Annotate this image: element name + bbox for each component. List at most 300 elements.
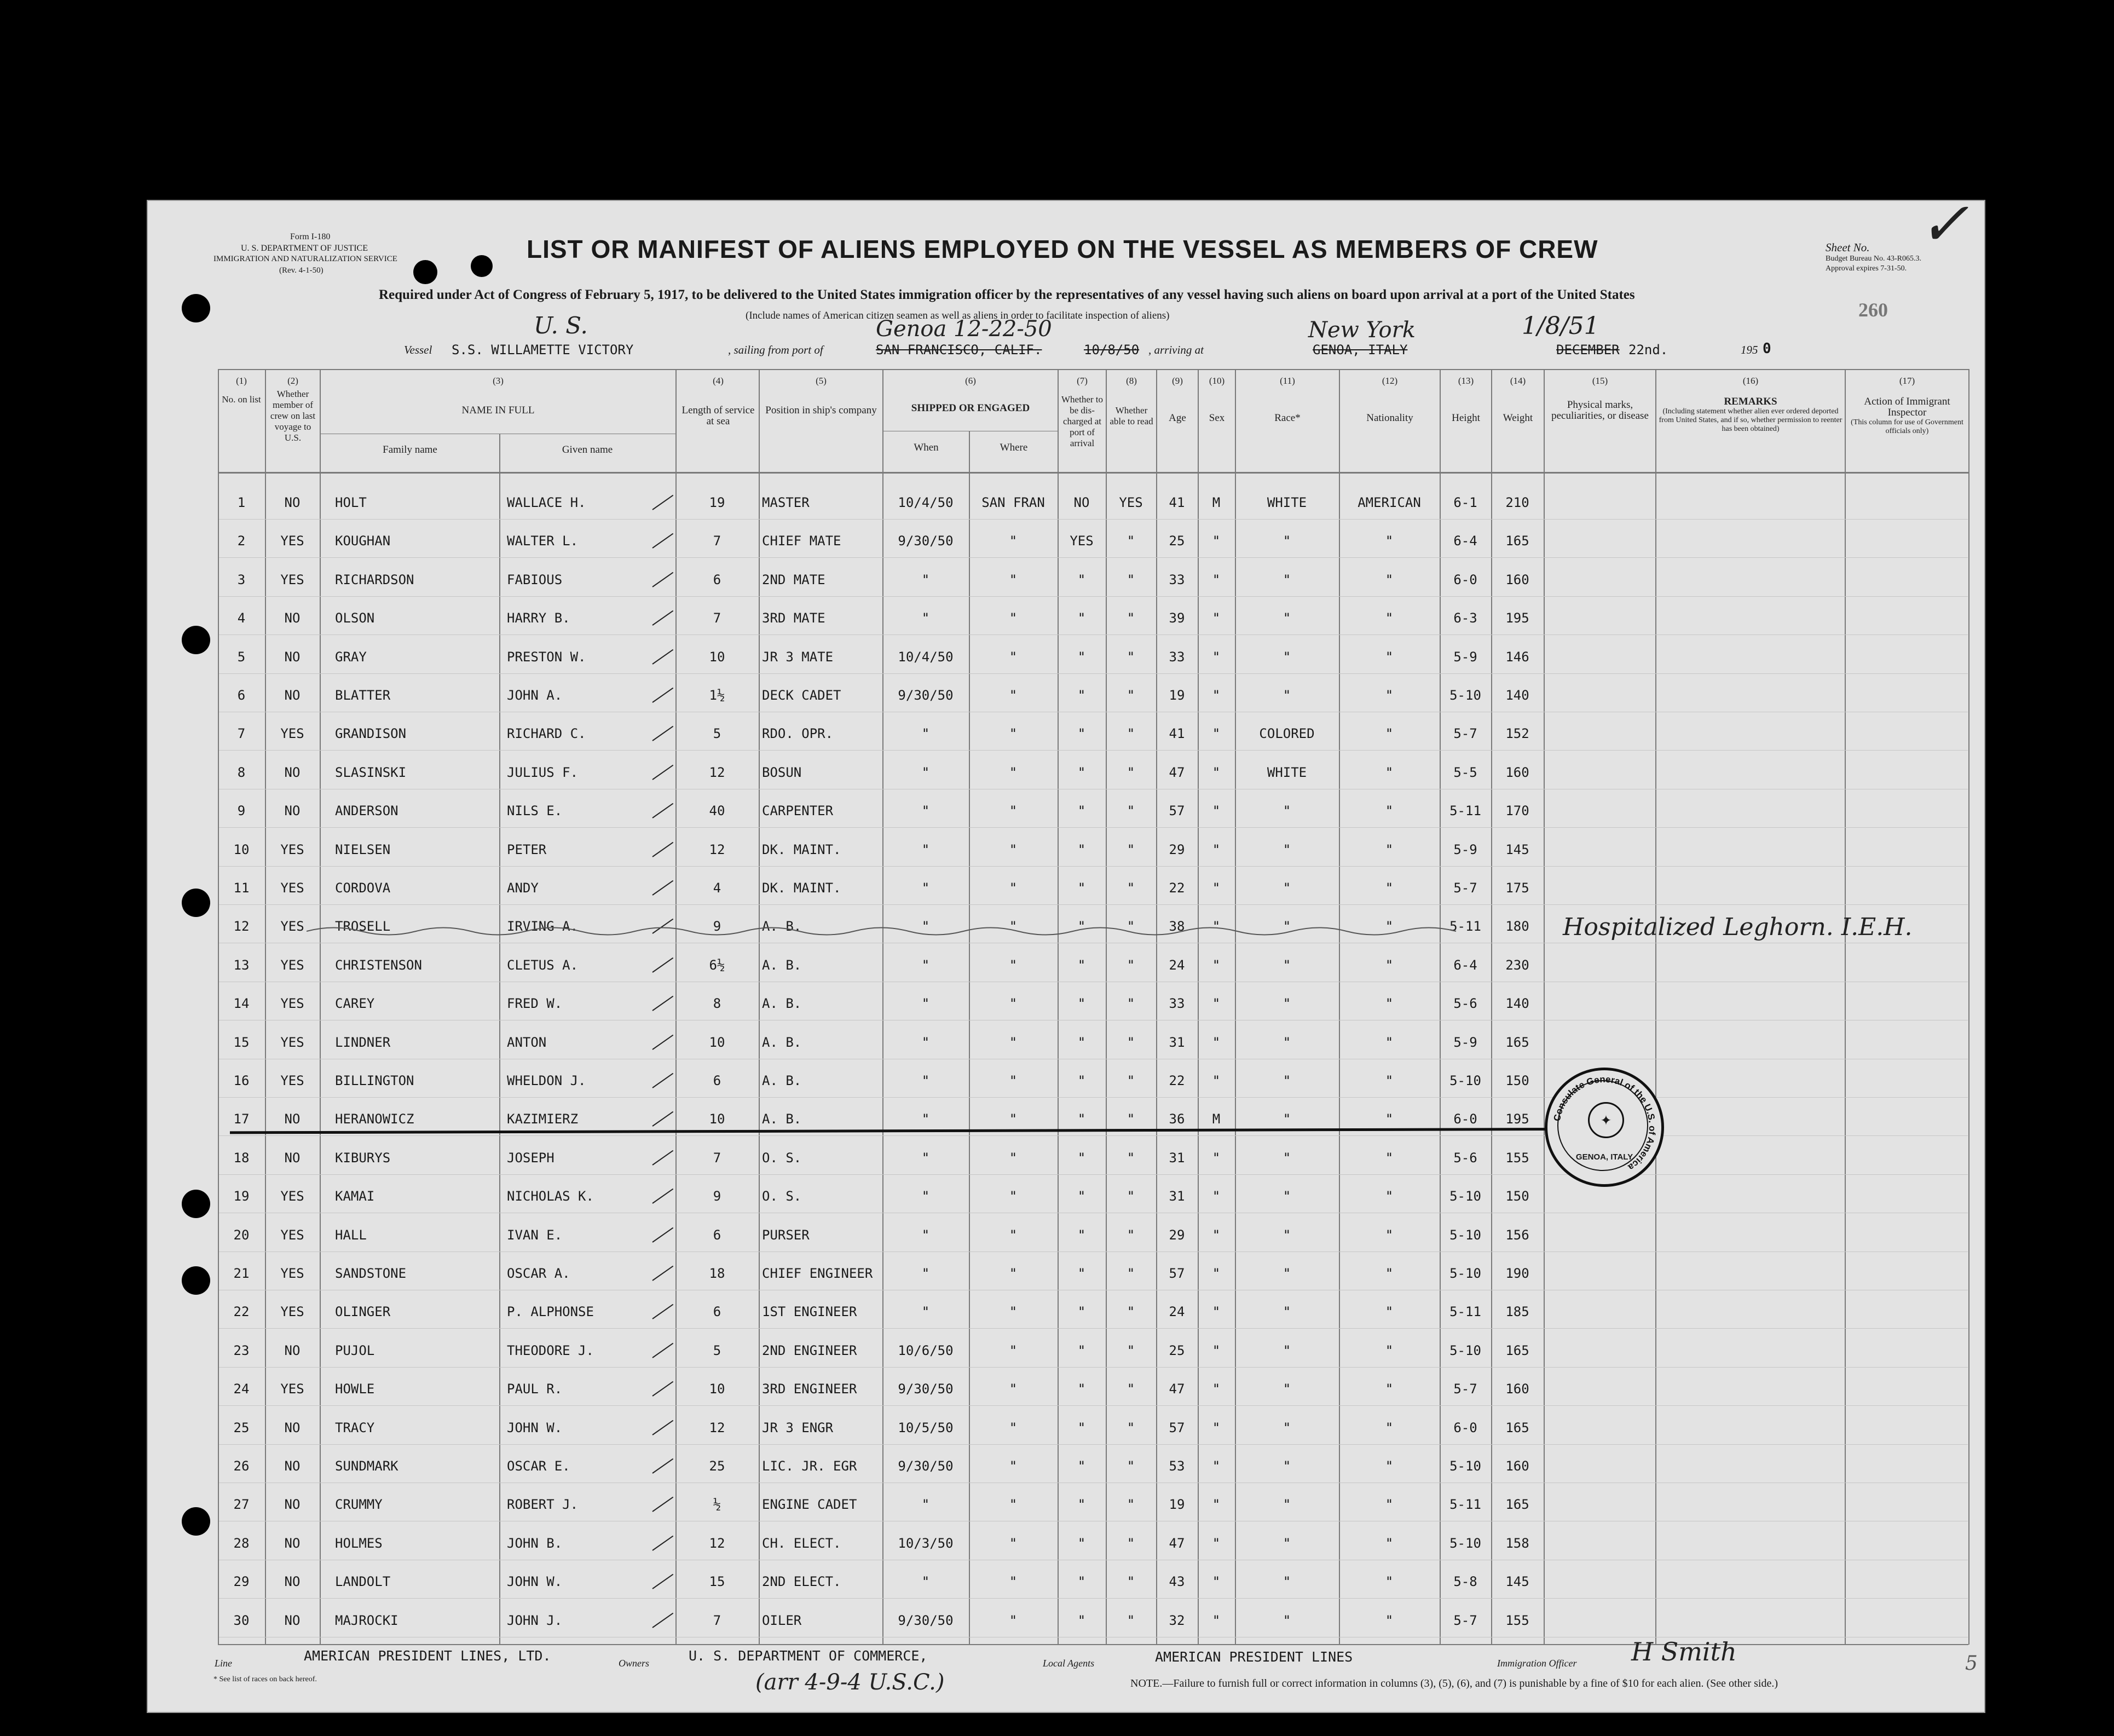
local-agents-value: AMERICAN PRESIDENT LINES [1155, 1649, 1353, 1665]
cell-family: HOLMES [335, 1536, 383, 1551]
cell-given: JOHN J. [507, 1613, 563, 1628]
cell-sex: " [1212, 688, 1221, 703]
cell-service: 12 [709, 842, 725, 857]
cell-discharged: " [1077, 572, 1086, 587]
cell-when: 9/30/50 [898, 688, 954, 703]
cell-family: HALL [335, 1227, 367, 1243]
cell-family: HERANOWICZ [335, 1111, 414, 1127]
cell-where: " [1009, 1343, 1018, 1358]
cell-family: NIELSEN [335, 842, 391, 857]
cell-age: 22 [1169, 1073, 1185, 1088]
cell-where: " [1009, 610, 1018, 626]
cell-age: 31 [1169, 1150, 1185, 1166]
cell-family: HOWLE [335, 1381, 375, 1397]
cell-discharged: YES [1070, 533, 1094, 549]
cell-family: CORDOVA [335, 880, 391, 896]
cell-age: 41 [1169, 495, 1185, 510]
cell-no: 20 [233, 1227, 250, 1243]
cell-discharged: " [1077, 958, 1086, 973]
cell-age: 24 [1169, 1304, 1185, 1319]
cell-age: 38 [1169, 919, 1185, 934]
cell-position: A. B. [762, 1073, 802, 1088]
cell-nationality: " [1385, 1073, 1394, 1088]
cell-prev: NO [284, 1613, 301, 1628]
cell-service: 8 [713, 996, 721, 1011]
cell-read: " [1127, 1189, 1135, 1204]
cell-read: " [1127, 803, 1135, 818]
cell-prev: YES [280, 1381, 304, 1397]
approval-expiry: Approval expires 7-31-50. [1826, 264, 1907, 273]
cell-prev: NO [284, 1150, 301, 1166]
cell-family: GRAY [335, 649, 367, 665]
cell-when: " [921, 1574, 930, 1589]
column-divider [1544, 369, 1545, 1645]
cell-family: PUJOL [335, 1343, 375, 1358]
cell-prev: NO [284, 610, 301, 626]
cell-position: JR 3 MATE [762, 649, 834, 665]
row-rule [219, 1405, 1968, 1406]
cell-read: " [1127, 1035, 1135, 1050]
cell-sex: " [1212, 1343, 1221, 1358]
cell-where: " [1009, 803, 1018, 818]
cell-where: " [1009, 572, 1018, 587]
cell-nationality: " [1385, 1111, 1394, 1127]
cell-no: 13 [233, 958, 250, 973]
cell-where: " [1009, 1458, 1018, 1474]
cell-service: 9 [713, 919, 721, 934]
cell-position: O. S. [762, 1189, 802, 1204]
cell-discharged: " [1077, 842, 1086, 857]
cell-age: 31 [1169, 1035, 1185, 1050]
cell-given: JOHN W. [507, 1574, 563, 1589]
cell-weight: 170 [1505, 803, 1529, 818]
cell-age: 25 [1169, 533, 1185, 549]
cell-nationality: " [1385, 1536, 1394, 1551]
cell-sex: " [1212, 1227, 1221, 1243]
cell-when: 10/5/50 [898, 1420, 954, 1435]
cell-given: JOHN A. [507, 688, 563, 703]
cell-given: WHELDON J. [507, 1073, 586, 1088]
cell-no: 18 [233, 1150, 250, 1166]
header-col-8: (8) Whether able to read [1110, 376, 1153, 426]
cell-race: " [1283, 1227, 1291, 1243]
cell-prev: NO [284, 803, 301, 818]
arrival-day: 22nd. [1628, 342, 1668, 357]
cell-weight: 140 [1505, 996, 1529, 1011]
cell-race: " [1283, 1189, 1291, 1204]
year-label: 195 [1741, 343, 1758, 356]
cell-given: JOSEPH [507, 1150, 555, 1166]
cell-position: A. B. [762, 1111, 802, 1127]
cell-discharged: " [1077, 1189, 1086, 1204]
cell-weight: 195 [1505, 1111, 1529, 1127]
cell-weight: 155 [1505, 1150, 1529, 1166]
cell-when: " [921, 726, 930, 741]
arriving-hand: New York [1308, 318, 1416, 343]
cell-position: LIC. JR. EGR [762, 1458, 857, 1474]
cell-read: " [1127, 996, 1135, 1011]
cell-family: LINDNER [335, 1035, 391, 1050]
cell-prev: NO [284, 1111, 301, 1127]
cell-where: " [1009, 958, 1018, 973]
header-col-12: (12) Nationality [1366, 376, 1413, 424]
cell-where: " [1009, 919, 1018, 934]
cell-service: 1½ [709, 688, 725, 703]
cell-read: " [1127, 1343, 1135, 1358]
cell-nationality: " [1385, 533, 1394, 549]
cell-nationality: " [1385, 1150, 1394, 1166]
cell-weight: 150 [1505, 1073, 1529, 1088]
cell-sex: " [1212, 996, 1221, 1011]
arriving-port: GENOA, ITALY [1313, 342, 1408, 357]
cell-sex: " [1212, 1150, 1221, 1166]
cell-discharged: " [1077, 1304, 1086, 1319]
punch-hole [182, 626, 210, 654]
cell-age: 32 [1169, 1613, 1185, 1628]
cell-prev: YES [280, 996, 304, 1011]
cell-where: SAN FRAN [981, 495, 1045, 510]
cell-read: YES [1119, 495, 1143, 510]
header-given-name: Given name [562, 444, 613, 455]
cell-given: JULIUS F. [507, 765, 579, 780]
cell-when: " [921, 803, 930, 818]
cell-race: WHITE [1267, 765, 1307, 780]
cell-weight: 195 [1505, 610, 1529, 626]
races-note: * See list of races on back hereof. [213, 1675, 317, 1683]
cell-height: 5-10 [1449, 1189, 1481, 1204]
cell-service: 19 [709, 495, 725, 510]
cell-age: 36 [1169, 1111, 1185, 1127]
cell-nationality: " [1385, 1381, 1394, 1397]
cell-given: JOHN B. [507, 1536, 563, 1551]
cell-where: " [1009, 1073, 1018, 1088]
row-rule [219, 866, 1968, 867]
cell-read: " [1127, 1266, 1135, 1281]
cell-given: WALLACE H. [507, 495, 586, 510]
cell-no: 22 [233, 1304, 250, 1319]
cell-read: " [1127, 1073, 1135, 1088]
cell-age: 33 [1169, 572, 1185, 587]
cell-sex: " [1212, 1536, 1221, 1551]
cell-weight: 190 [1505, 1266, 1529, 1281]
form-revision: (Rev. 4-1-50) [279, 266, 324, 275]
cell-sex: " [1212, 1381, 1221, 1397]
cell-nationality: " [1385, 919, 1394, 934]
cell-when: " [921, 919, 930, 934]
cell-race: " [1283, 1073, 1291, 1088]
owners-label: Owners [619, 1658, 650, 1669]
punch-hole [182, 1507, 210, 1536]
cell-discharged: " [1077, 1073, 1086, 1088]
cell-where: " [1009, 842, 1018, 857]
cell-read: " [1127, 1150, 1135, 1166]
header-where: Where [1000, 442, 1028, 453]
service-name: IMMIGRATION AND NATURALIZATION SERVICE [213, 255, 397, 263]
cell-age: 57 [1169, 1266, 1185, 1281]
cell-given: CLETUS A. [507, 958, 579, 973]
cell-when: 10/6/50 [898, 1343, 954, 1358]
cell-weight: 160 [1505, 572, 1529, 587]
cell-no: 15 [233, 1035, 250, 1050]
cell-race: " [1283, 688, 1291, 703]
header-col-16: (16) REMARKS (Including statement whether alien ever ordered deported from United States, and if so, whether permission to reenter has been obtained) [1659, 376, 1842, 433]
cell-height: 5-7 [1453, 1613, 1477, 1628]
cell-given: NICHOLAS K. [507, 1189, 594, 1204]
cell-race: " [1283, 996, 1291, 1011]
cell-where: " [1009, 1111, 1018, 1127]
cell-height: 5-10 [1449, 688, 1481, 703]
cell-where: " [1009, 1613, 1018, 1628]
cell-when: " [921, 996, 930, 1011]
cell-weight: 140 [1505, 688, 1529, 703]
header-col-15: (15) Physical marks, peculiarities, or disease [1551, 376, 1649, 422]
handwritten-note: (arr 4-9-4 U.S.C.) [755, 1670, 945, 1695]
cell-given: IRVING A. [507, 919, 579, 934]
vessel-name: S.S. WILLAMETTE VICTORY [452, 342, 634, 357]
vessel-label: Vessel [404, 343, 432, 356]
cell-read: " [1127, 1111, 1135, 1127]
cell-race: WHITE [1267, 495, 1307, 510]
cell-nationality: " [1385, 1189, 1394, 1204]
cell-race: " [1283, 1035, 1291, 1050]
cell-weight: 230 [1505, 958, 1529, 973]
cell-position: 2ND ENGINEER [762, 1343, 857, 1358]
column-divider [759, 369, 760, 1645]
cell-where: " [1009, 1497, 1018, 1512]
arriving-label: , arriving at [1148, 343, 1204, 356]
cell-weight: 156 [1505, 1227, 1529, 1243]
cell-when: " [921, 1266, 930, 1281]
cell-discharged: " [1077, 1111, 1086, 1127]
cell-age: 43 [1169, 1574, 1185, 1589]
cell-nationality: " [1385, 1458, 1394, 1474]
cell-prev: NO [284, 1497, 301, 1512]
cell-height: 5-9 [1453, 842, 1477, 857]
header-col-14: (14) Weight [1503, 376, 1533, 424]
cell-prev: NO [284, 688, 301, 703]
cell-service: 18 [709, 1266, 725, 1281]
cell-age: 33 [1169, 649, 1185, 665]
cell-race: " [1283, 610, 1291, 626]
cell-race: " [1283, 1458, 1291, 1474]
cell-read: " [1127, 1227, 1135, 1243]
cell-no: 7 [237, 726, 246, 741]
cell-nationality: " [1385, 1343, 1394, 1358]
cell-age: 57 [1169, 1420, 1185, 1435]
cell-nationality: AMERICAN [1358, 495, 1421, 510]
line-company: AMERICAN PRESIDENT LINES, LTD. [304, 1648, 551, 1664]
cell-read: " [1127, 958, 1135, 973]
cell-given: KAZIMIERZ [507, 1111, 579, 1127]
cell-given: FRED W. [507, 996, 563, 1011]
cell-race: " [1283, 1381, 1291, 1397]
cell-discharged: " [1077, 1613, 1086, 1628]
cell-read: " [1127, 765, 1135, 780]
cell-position: 1ST ENGINEER [762, 1304, 857, 1319]
cell-height: 5-11 [1449, 919, 1481, 934]
cell-family: TRACY [335, 1420, 375, 1435]
row-rule [219, 1444, 1968, 1445]
cell-age: 29 [1169, 1227, 1185, 1243]
cell-family: RICHARDSON [335, 572, 414, 587]
cell-family: BLATTER [335, 688, 391, 703]
form-subtitle: Required under Act of Congress of February 5, 1917, to be delivered to the United States immigration officer by the representatives of any vessel having such aliens on board upon arrival at a port of the United States [379, 287, 1635, 302]
line-label: Line [215, 1658, 233, 1669]
officer-signature: H Smith [1631, 1637, 1737, 1666]
cell-discharged: " [1077, 1035, 1086, 1050]
arrival-month: DECEMBER [1556, 342, 1620, 357]
cell-age: 47 [1169, 1536, 1185, 1551]
cell-given: IVAN E. [507, 1227, 563, 1243]
cell-family: KOUGHAN [335, 533, 391, 549]
date-hand: 1/8/51 [1522, 312, 1599, 340]
cell-position: CHIEF MATE [762, 533, 841, 549]
cell-no: 4 [237, 610, 246, 626]
cell-weight: 160 [1505, 1381, 1529, 1397]
form-number: Form I-180 [290, 232, 331, 241]
cell-no: 27 [233, 1497, 250, 1512]
cell-prev: YES [280, 533, 304, 549]
cell-nationality: " [1385, 1497, 1394, 1512]
cell-when: " [921, 765, 930, 780]
cell-no: 28 [233, 1536, 250, 1551]
cell-nationality: " [1385, 1266, 1394, 1281]
cell-sex: " [1212, 726, 1221, 741]
cell-where: " [1009, 1035, 1018, 1050]
cell-when: " [921, 572, 930, 587]
cell-height: 5-10 [1449, 1458, 1481, 1474]
cell-service: 10 [709, 649, 725, 665]
cell-discharged: " [1077, 880, 1086, 896]
cell-prev: YES [280, 1189, 304, 1204]
cell-discharged: " [1077, 688, 1086, 703]
cell-when: 10/4/50 [898, 649, 954, 665]
cell-prev: NO [284, 495, 301, 510]
cell-position: DK. MAINT. [762, 842, 841, 857]
cell-no: 16 [233, 1073, 250, 1088]
cell-given: NILS E. [507, 803, 563, 818]
cell-when: " [921, 1189, 930, 1204]
cell-nationality: " [1385, 842, 1394, 857]
cell-position: A. B. [762, 996, 802, 1011]
cell-nationality: " [1385, 958, 1394, 973]
cell-height: 5-10 [1449, 1227, 1481, 1243]
cell-height: 5-7 [1453, 726, 1477, 741]
cell-nationality: " [1385, 1227, 1394, 1243]
cell-discharged: " [1077, 1150, 1086, 1166]
cell-family: SUNDMARK [335, 1458, 398, 1474]
cell-when: " [921, 842, 930, 857]
cell-discharged: " [1077, 1381, 1086, 1397]
cell-where: " [1009, 649, 1018, 665]
cell-no: 26 [233, 1458, 250, 1474]
cell-sex: " [1212, 880, 1221, 896]
sailing-port: SAN FRANCISCO, CALIF. [876, 342, 1042, 357]
cell-where: " [1009, 1420, 1018, 1435]
cell-height: 5-6 [1453, 996, 1477, 1011]
cell-sex: " [1212, 1497, 1221, 1512]
cell-discharged: " [1077, 726, 1086, 741]
header-col-4: (4) Length of service at sea [681, 376, 755, 427]
cell-weight: 160 [1505, 1458, 1529, 1474]
cell-no: 1 [237, 495, 246, 510]
cell-weight: 165 [1505, 533, 1529, 549]
cell-service: 7 [713, 1150, 721, 1166]
cell-when: 9/30/50 [898, 533, 954, 549]
cell-read: " [1127, 1458, 1135, 1474]
cell-height: 5-9 [1453, 1035, 1477, 1050]
cell-discharged: " [1077, 1266, 1086, 1281]
cell-race: COLORED [1259, 726, 1315, 741]
cell-discharged: " [1077, 1343, 1086, 1358]
header-family-name: Family name [383, 444, 437, 455]
cell-age: 24 [1169, 958, 1185, 973]
cell-position: 2ND ELECT. [762, 1574, 841, 1589]
cell-race: " [1283, 533, 1291, 549]
cell-weight: 165 [1505, 1343, 1529, 1358]
cell-weight: 145 [1505, 1574, 1529, 1589]
cell-discharged: " [1077, 610, 1086, 626]
department: U. S. DEPARTMENT OF JUSTICE [241, 244, 368, 253]
cell-family: ANDERSON [335, 803, 398, 818]
cell-weight: 155 [1505, 1613, 1529, 1628]
cell-race: " [1283, 1497, 1291, 1512]
cell-service: 12 [709, 765, 725, 780]
cell-nationality: " [1385, 1574, 1394, 1589]
cell-discharged: " [1077, 1227, 1086, 1243]
cell-when: " [921, 1304, 930, 1319]
cell-discharged: " [1077, 996, 1086, 1011]
cell-race: " [1283, 1266, 1291, 1281]
cell-nationality: " [1385, 610, 1394, 626]
cell-sex: " [1212, 649, 1221, 665]
page-mark: 5 [1965, 1652, 1978, 1675]
cell-read: " [1127, 1304, 1135, 1319]
cell-no: 17 [233, 1111, 250, 1127]
cell-height: 5-6 [1453, 1150, 1477, 1166]
cell-discharged: NO [1073, 495, 1090, 510]
row-rule [219, 1135, 1968, 1136]
cell-no: 19 [233, 1189, 250, 1204]
cell-weight: 175 [1505, 880, 1529, 896]
stamp-number: 260 [1858, 299, 1888, 321]
cell-race: " [1283, 649, 1291, 665]
cell-sex: " [1212, 1574, 1221, 1589]
cell-sex: " [1212, 958, 1221, 973]
cell-height: 6-1 [1453, 495, 1477, 510]
cell-where: " [1009, 688, 1018, 703]
cell-race: " [1283, 1111, 1291, 1127]
cell-age: 47 [1169, 1381, 1185, 1397]
cell-weight: 150 [1505, 1189, 1529, 1204]
cell-discharged: " [1077, 919, 1086, 934]
cell-read: " [1127, 1381, 1135, 1397]
punch-hole [471, 255, 493, 277]
cell-family: MAJROCKI [335, 1613, 398, 1628]
cell-age: 33 [1169, 996, 1185, 1011]
punch-hole [182, 889, 210, 917]
cell-where: " [1009, 1266, 1018, 1281]
cell-service: 10 [709, 1381, 725, 1397]
cell-position: RDO. OPR. [762, 726, 834, 741]
fine-note: NOTE.—Failure to furnish full or correct information in columns (3), (5), (6), and (7) is punishable by a fine of $10 for each alien. (See other side.) [1130, 1677, 1778, 1689]
cell-height: 5-11 [1449, 1497, 1481, 1512]
cell-nationality: " [1385, 1304, 1394, 1319]
cell-prev: YES [280, 1073, 304, 1088]
cell-height: 6-4 [1453, 533, 1477, 549]
cell-prev: YES [280, 1266, 304, 1281]
cell-discharged: " [1077, 649, 1086, 665]
